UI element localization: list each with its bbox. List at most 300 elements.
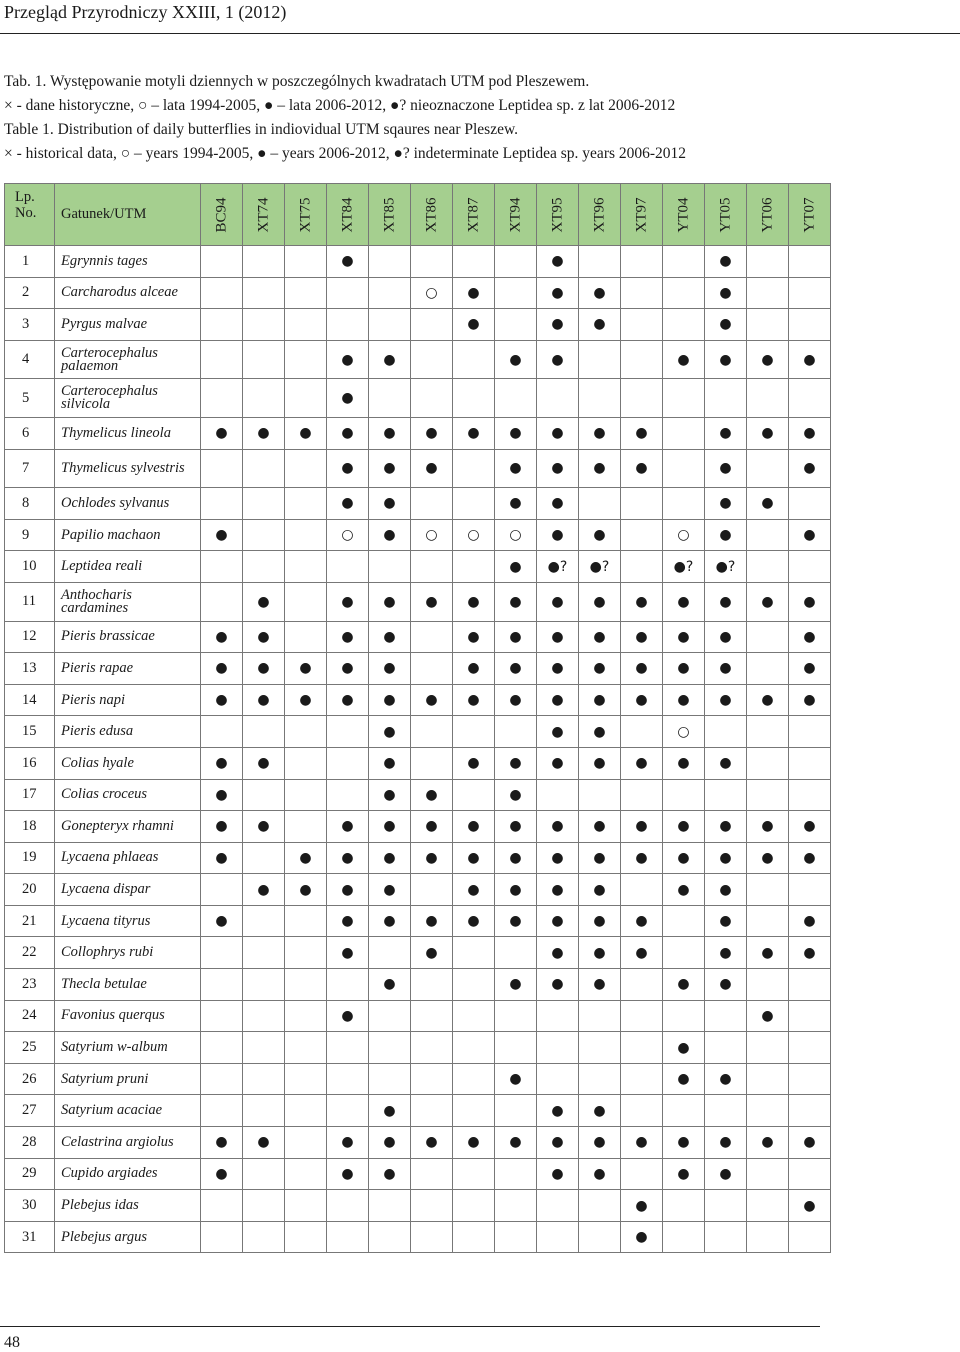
occurrence-cell — [243, 969, 285, 1001]
occurrence-cell — [243, 1190, 285, 1222]
table-row — [5, 874, 831, 906]
occurrence-cell — [285, 811, 327, 843]
occurrence-cell: ● — [285, 653, 327, 685]
occurrence-cell: ● — [705, 1127, 747, 1159]
table-row — [5, 449, 831, 488]
occurrence-cell: ● — [201, 417, 243, 449]
occurrence-cell — [411, 1095, 453, 1127]
occurrence-cell — [747, 716, 789, 748]
occurrence-cell — [579, 1000, 621, 1032]
occurrence-cell — [201, 449, 243, 488]
column-header-label: XT94 — [507, 197, 523, 232]
occurrence-cell: ● — [579, 449, 621, 488]
species-name: Thymelicus lineola — [55, 417, 201, 449]
occurrence-cell: ● — [579, 309, 621, 341]
occurrence-cell — [705, 1000, 747, 1032]
occurrence-cell — [369, 277, 411, 309]
row-number: 31 — [5, 1221, 55, 1253]
occurrence-cell — [495, 1095, 537, 1127]
occurrence-cell — [705, 716, 747, 748]
occurrence-cell — [621, 1032, 663, 1064]
occurrence-cell — [747, 874, 789, 906]
occurrence-cell — [789, 1221, 831, 1253]
occurrence-cell — [495, 1221, 537, 1253]
occurrence-cell: ● — [243, 1127, 285, 1159]
occurrence-cell: ● — [453, 905, 495, 937]
occurrence-cell: ● — [705, 246, 747, 278]
occurrence-cell — [537, 379, 579, 418]
occurrence-cell: ● — [705, 277, 747, 309]
occurrence-cell: ● — [411, 449, 453, 488]
occurrence-cell — [705, 379, 747, 418]
occurrence-cell: ● — [789, 811, 831, 843]
occurrence-cell — [747, 309, 789, 341]
occurrence-cell: ● — [327, 842, 369, 874]
occurrence-cell: ● — [663, 969, 705, 1001]
occurrence-cell: ● — [747, 811, 789, 843]
occurrence-cell — [411, 1000, 453, 1032]
occurrence-cell: ● — [369, 1127, 411, 1159]
occurrence-cell: ● — [789, 340, 831, 379]
table-row — [5, 379, 831, 418]
occurrence-cell — [453, 1032, 495, 1064]
footer-rule — [0, 1326, 820, 1327]
occurrence-cell: ● — [369, 969, 411, 1001]
occurrence-cell — [411, 379, 453, 418]
occurrence-cell — [453, 1000, 495, 1032]
occurrence-cell — [411, 1063, 453, 1095]
occurrence-cell — [663, 937, 705, 969]
column-header-label: XT97 — [633, 197, 649, 232]
occurrence-cell: ● — [537, 684, 579, 716]
occurrence-cell: ● — [705, 1158, 747, 1190]
column-header-xt84 — [327, 184, 369, 246]
species-name: Pyrgus malvae — [55, 309, 201, 341]
occurrence-cell: ● — [663, 621, 705, 653]
occurrence-cell — [369, 1221, 411, 1253]
occurrence-cell: ● — [579, 277, 621, 309]
occurrence-cell — [621, 1063, 663, 1095]
occurrence-cell — [453, 779, 495, 811]
occurrence-cell: ● — [537, 582, 579, 621]
occurrence-cell — [621, 277, 663, 309]
occurrence-cell — [789, 779, 831, 811]
occurrence-cell — [369, 551, 411, 583]
occurrence-cell — [411, 309, 453, 341]
occurrence-cell — [243, 1063, 285, 1095]
row-number: 7 — [5, 449, 55, 488]
occurrence-cell: ● — [327, 379, 369, 418]
occurrence-cell: ● — [621, 684, 663, 716]
occurrence-cell — [285, 1127, 327, 1159]
occurrence-cell — [579, 340, 621, 379]
column-header-label: XT75 — [297, 197, 313, 232]
occurrence-cell — [327, 1095, 369, 1127]
occurrence-cell: ● — [789, 905, 831, 937]
occurrence-cell: ● — [579, 519, 621, 551]
occurrence-cell: ● — [705, 1063, 747, 1095]
occurrence-cell — [747, 905, 789, 937]
column-header-label: XT85 — [381, 197, 397, 232]
occurrence-cell: ● — [579, 684, 621, 716]
occurrence-cell — [201, 1221, 243, 1253]
occurrence-cell: ● — [495, 747, 537, 779]
table-body — [5, 246, 831, 1253]
header-species: Gatunek/UTM — [55, 184, 201, 246]
table-row — [5, 582, 831, 621]
running-head: Przegląd Przyrodniczy XXIII, 1 (2012) — [4, 2, 287, 22]
occurrence-cell — [453, 1095, 495, 1127]
species-name: Pieris napi — [55, 684, 201, 716]
occurrence-cell: ● — [285, 417, 327, 449]
species-name: Lycaena tityrus — [55, 905, 201, 937]
occurrence-cell: ● — [327, 340, 369, 379]
occurrence-cell: ● — [369, 716, 411, 748]
occurrence-cell: ● — [327, 417, 369, 449]
occurrence-cell: ●? — [579, 551, 621, 583]
column-header-label: XT84 — [339, 197, 355, 232]
occurrence-cell: ● — [495, 1063, 537, 1095]
occurrence-cell — [369, 379, 411, 418]
occurrence-cell: ● — [537, 246, 579, 278]
occurrence-cell: ● — [369, 417, 411, 449]
occurrence-cell — [453, 937, 495, 969]
table-row — [5, 1127, 831, 1159]
occurrence-cell — [285, 1158, 327, 1190]
occurrence-cell — [243, 488, 285, 520]
species-name: Papilio machaon — [55, 519, 201, 551]
occurrence-cell — [369, 1190, 411, 1222]
occurrence-cell: ● — [369, 582, 411, 621]
occurrence-cell: ● — [495, 779, 537, 811]
occurrence-cell — [747, 1063, 789, 1095]
occurrence-cell — [495, 379, 537, 418]
occurrence-cell: ● — [285, 842, 327, 874]
column-header-xt87 — [453, 184, 495, 246]
occurrence-cell — [201, 246, 243, 278]
occurrence-cell: ● — [537, 905, 579, 937]
row-number: 1 — [5, 246, 55, 278]
occurrence-cell — [243, 716, 285, 748]
occurrence-cell — [369, 1063, 411, 1095]
occurrence-cell: ● — [243, 811, 285, 843]
occurrence-cell — [537, 1221, 579, 1253]
occurrence-cell: ● — [369, 684, 411, 716]
occurrence-cell — [285, 277, 327, 309]
occurrence-cell — [285, 1063, 327, 1095]
occurrence-cell — [243, 1158, 285, 1190]
distribution-table-wrapper — [4, 183, 831, 1253]
row-number: 5 — [5, 379, 55, 418]
occurrence-cell — [411, 653, 453, 685]
occurrence-cell: ● — [369, 747, 411, 779]
occurrence-cell: ● — [327, 449, 369, 488]
table-row — [5, 488, 831, 520]
occurrence-cell — [621, 488, 663, 520]
column-header-label: YT04 — [675, 197, 691, 232]
column-header-label: XT74 — [255, 197, 271, 232]
occurrence-cell: ● — [411, 1127, 453, 1159]
occurrence-cell — [285, 621, 327, 653]
occurrence-cell: ● — [789, 1190, 831, 1222]
table-row — [5, 684, 831, 716]
occurrence-cell: ● — [537, 277, 579, 309]
occurrence-cell: ● — [369, 340, 411, 379]
occurrence-cell: ● — [705, 747, 747, 779]
occurrence-cell — [411, 874, 453, 906]
occurrence-cell — [243, 1000, 285, 1032]
occurrence-cell — [747, 747, 789, 779]
row-number: 29 — [5, 1158, 55, 1190]
occurrence-cell — [663, 1221, 705, 1253]
occurrence-cell: ● — [579, 1158, 621, 1190]
occurrence-cell: ● — [621, 449, 663, 488]
occurrence-cell: ● — [453, 582, 495, 621]
occurrence-cell: ● — [579, 905, 621, 937]
occurrence-cell: ● — [495, 582, 537, 621]
column-header-yt04 — [663, 184, 705, 246]
occurrence-cell: ● — [495, 1127, 537, 1159]
column-header-label: XT95 — [549, 197, 565, 232]
occurrence-cell — [495, 937, 537, 969]
occurrence-cell: ● — [621, 1190, 663, 1222]
occurrence-cell: ● — [747, 1127, 789, 1159]
row-number: 27 — [5, 1095, 55, 1127]
table-row — [5, 1095, 831, 1127]
species-name: Carcharodus alceae — [55, 277, 201, 309]
occurrence-cell: ● — [621, 621, 663, 653]
occurrence-cell: ● — [327, 684, 369, 716]
occurrence-cell — [453, 449, 495, 488]
occurrence-cell — [789, 309, 831, 341]
species-name: Carterocephalus palaemon — [55, 340, 201, 379]
occurrence-cell: ● — [327, 246, 369, 278]
occurrence-cell: ● — [537, 811, 579, 843]
occurrence-cell: ● — [705, 684, 747, 716]
header-no-label: Lp. No. — [15, 189, 37, 221]
occurrence-cell: ● — [789, 519, 831, 551]
occurrence-cell — [201, 969, 243, 1001]
occurrence-cell: ● — [201, 905, 243, 937]
column-header-label: XT96 — [591, 197, 607, 232]
species-name: Thecla betulae — [55, 969, 201, 1001]
occurrence-cell — [747, 1158, 789, 1190]
occurrence-cell — [285, 340, 327, 379]
occurrence-cell: ● — [747, 1000, 789, 1032]
occurrence-cell — [453, 1190, 495, 1222]
table-row — [5, 811, 831, 843]
occurrence-cell — [495, 716, 537, 748]
occurrence-cell: ○ — [495, 519, 537, 551]
occurrence-cell: ● — [621, 905, 663, 937]
column-header-xt96 — [579, 184, 621, 246]
species-name: Lycaena phlaeas — [55, 842, 201, 874]
occurrence-cell — [453, 1158, 495, 1190]
occurrence-cell — [201, 1095, 243, 1127]
occurrence-cell: ● — [243, 684, 285, 716]
occurrence-cell — [285, 309, 327, 341]
species-name: Satyrium w-album — [55, 1032, 201, 1064]
occurrence-cell — [789, 1000, 831, 1032]
occurrence-cell: ● — [453, 277, 495, 309]
column-header-label: YT06 — [759, 197, 775, 232]
occurrence-cell: ● — [369, 653, 411, 685]
occurrence-cell — [579, 1221, 621, 1253]
occurrence-cell: ● — [327, 582, 369, 621]
row-number: 30 — [5, 1190, 55, 1222]
occurrence-cell: ● — [243, 653, 285, 685]
occurrence-cell — [579, 1032, 621, 1064]
occurrence-cell: ● — [663, 340, 705, 379]
occurrence-cell: ● — [621, 582, 663, 621]
occurrence-cell: ● — [453, 874, 495, 906]
occurrence-cell — [327, 1221, 369, 1253]
occurrence-cell — [369, 1032, 411, 1064]
occurrence-cell: ● — [327, 874, 369, 906]
occurrence-cell: ● — [579, 842, 621, 874]
occurrence-cell: ● — [705, 621, 747, 653]
occurrence-cell — [453, 551, 495, 583]
occurrence-cell: ● — [495, 842, 537, 874]
occurrence-cell — [579, 488, 621, 520]
column-header-xt97 — [621, 184, 663, 246]
column-header-bc94 — [201, 184, 243, 246]
occurrence-cell — [663, 1095, 705, 1127]
occurrence-cell: ● — [705, 488, 747, 520]
occurrence-cell — [663, 905, 705, 937]
row-number: 12 — [5, 621, 55, 653]
occurrence-cell: ● — [663, 842, 705, 874]
occurrence-cell: ● — [537, 1158, 579, 1190]
occurrence-cell — [663, 449, 705, 488]
occurrence-cell — [327, 747, 369, 779]
occurrence-cell — [201, 582, 243, 621]
occurrence-cell: ○ — [453, 519, 495, 551]
occurrence-cell — [243, 905, 285, 937]
occurrence-cell: ● — [369, 779, 411, 811]
occurrence-cell — [285, 246, 327, 278]
occurrence-cell: ● — [369, 1095, 411, 1127]
occurrence-cell — [495, 1190, 537, 1222]
occurrence-cell: ● — [369, 905, 411, 937]
occurrence-cell: ● — [579, 969, 621, 1001]
occurrence-cell: ● — [537, 842, 579, 874]
column-header-xt75 — [285, 184, 327, 246]
occurrence-cell: ● — [579, 1095, 621, 1127]
table-row — [5, 1221, 831, 1253]
table-caption — [4, 70, 934, 166]
occurrence-cell: ● — [747, 340, 789, 379]
occurrence-cell: ● — [789, 621, 831, 653]
species-name: Colias hyale — [55, 747, 201, 779]
occurrence-cell: ● — [243, 582, 285, 621]
occurrence-cell: ● — [411, 582, 453, 621]
occurrence-cell — [705, 1095, 747, 1127]
row-number: 2 — [5, 277, 55, 309]
occurrence-cell — [621, 551, 663, 583]
occurrence-cell: ● — [705, 842, 747, 874]
occurrence-cell — [579, 1190, 621, 1222]
occurrence-cell: ● — [495, 905, 537, 937]
occurrence-cell — [411, 1158, 453, 1190]
occurrence-cell — [243, 379, 285, 418]
occurrence-cell: ● — [411, 842, 453, 874]
occurrence-cell: ● — [201, 684, 243, 716]
occurrence-cell — [285, 905, 327, 937]
occurrence-cell: ● — [747, 684, 789, 716]
row-number: 24 — [5, 1000, 55, 1032]
occurrence-cell — [789, 1032, 831, 1064]
species-name: Gonepteryx rhamni — [55, 811, 201, 843]
occurrence-cell — [243, 551, 285, 583]
occurrence-cell: ● — [705, 874, 747, 906]
occurrence-cell — [579, 246, 621, 278]
occurrence-cell: ● — [537, 417, 579, 449]
occurrence-cell — [327, 1190, 369, 1222]
species-name: Thymelicus sylvestris — [55, 449, 201, 488]
table-row — [5, 1000, 831, 1032]
occurrence-cell: ● — [201, 653, 243, 685]
occurrence-cell: ● — [201, 1158, 243, 1190]
occurrence-cell: ● — [579, 874, 621, 906]
occurrence-cell — [747, 379, 789, 418]
occurrence-cell: ● — [327, 811, 369, 843]
occurrence-cell: ○ — [663, 716, 705, 748]
species-name: Carterocephalus silvicola — [55, 379, 201, 418]
occurrence-cell — [621, 1095, 663, 1127]
occurrence-cell — [453, 716, 495, 748]
occurrence-cell: ● — [789, 417, 831, 449]
occurrence-cell — [243, 277, 285, 309]
occurrence-cell — [789, 551, 831, 583]
occurrence-cell — [663, 417, 705, 449]
occurrence-cell: ● — [495, 969, 537, 1001]
table-row — [5, 309, 831, 341]
occurrence-cell — [201, 277, 243, 309]
occurrence-cell: ● — [705, 519, 747, 551]
occurrence-cell — [285, 379, 327, 418]
column-header-label: YT05 — [717, 197, 733, 232]
species-name: Pieris edusa — [55, 716, 201, 748]
occurrence-cell: ● — [285, 684, 327, 716]
occurrence-cell: ● — [789, 684, 831, 716]
table-row — [5, 937, 831, 969]
occurrence-cell — [411, 1190, 453, 1222]
occurrence-cell — [663, 379, 705, 418]
occurrence-cell: ●? — [663, 551, 705, 583]
occurrence-cell — [495, 1158, 537, 1190]
distribution-table — [4, 183, 831, 1253]
occurrence-cell: ● — [789, 582, 831, 621]
occurrence-cell: ● — [537, 716, 579, 748]
occurrence-cell — [285, 582, 327, 621]
occurrence-cell — [327, 277, 369, 309]
occurrence-cell — [789, 277, 831, 309]
occurrence-cell — [285, 1190, 327, 1222]
occurrence-cell: ● — [495, 449, 537, 488]
occurrence-cell — [201, 379, 243, 418]
occurrence-cell: ● — [369, 842, 411, 874]
occurrence-cell — [621, 874, 663, 906]
occurrence-cell — [201, 716, 243, 748]
occurrence-cell — [789, 874, 831, 906]
occurrence-cell — [243, 340, 285, 379]
occurrence-cell — [453, 1063, 495, 1095]
occurrence-cell — [201, 874, 243, 906]
occurrence-cell — [285, 519, 327, 551]
occurrence-cell: ● — [747, 488, 789, 520]
row-number: 15 — [5, 716, 55, 748]
